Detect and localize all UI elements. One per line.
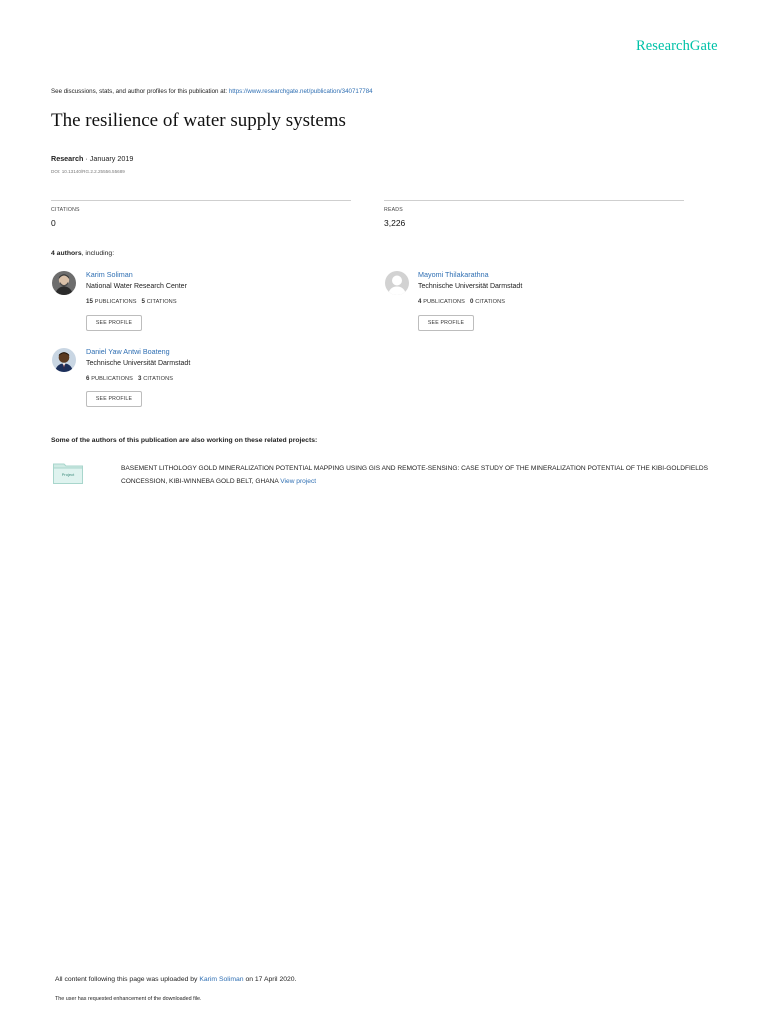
authors-count: 4 authors <box>51 250 82 257</box>
upload-prefix: All content following this page was uploaded by <box>55 976 198 983</box>
publication-title: The resilience of water supply systems <box>51 110 346 131</box>
person-photo-icon <box>52 271 76 295</box>
author-name-link[interactable]: Daniel Yaw Antwi Boateng <box>86 347 170 356</box>
enhancement-note: The user has requested enhancement of the downloaded file. <box>55 996 202 1002</box>
author-avatar-mayomi[interactable] <box>385 271 409 295</box>
author-publications-label: PUBLICATIONS <box>423 299 466 305</box>
author-publications-label: PUBLICATIONS <box>94 299 137 305</box>
author-citations-count: 3 <box>138 375 142 382</box>
author-publications-count: 6 <box>86 375 90 382</box>
publication-meta <box>51 154 133 163</box>
upload-suffix: on 17 April 2020. <box>245 976 297 983</box>
author-publications-label: PUBLICATIONS <box>91 376 134 382</box>
meta-separator: · <box>85 154 88 163</box>
reads-value: 3,226 <box>384 218 406 228</box>
upload-note <box>55 976 296 983</box>
author-citations-label: CITATIONS <box>143 376 174 382</box>
author-avatar-karim[interactable] <box>52 271 76 295</box>
author-citations-count: 0 <box>470 298 474 305</box>
author-stats <box>86 298 177 305</box>
citations-label: CITATIONS <box>51 207 80 213</box>
author-publications-count: 4 <box>418 298 422 305</box>
citations-divider <box>51 200 351 201</box>
authors-heading <box>51 250 114 257</box>
discussion-prefix: See discussions, stats, and author profiles for this publication at: <box>51 88 228 95</box>
author-institution: Technische Universität Darmstadt <box>86 360 191 367</box>
author-avatar-daniel[interactable] <box>52 348 76 372</box>
publication-url-link[interactable]: https://www.researchgate.net/publication/340717784 <box>228 88 373 95</box>
see-profile-button[interactable]: SEE PROFILE <box>86 315 142 331</box>
see-profile-button[interactable]: SEE PROFILE <box>86 391 142 407</box>
publication-date: January 2019 <box>89 154 134 163</box>
publication-doi: DOI: 10.13140/RG.2.2.25556.55689 <box>51 169 125 174</box>
author-institution: Technische Universität Darmstadt <box>418 283 523 290</box>
author-name-link[interactable]: Mayomi Thilakarathna <box>418 270 489 279</box>
citations-value: 0 <box>51 218 56 228</box>
folder-label: Project <box>61 472 75 477</box>
author-institution: National Water Research Center <box>86 283 187 290</box>
author-citations-count: 5 <box>141 298 146 305</box>
project-title: BASEMENT LITHOLOGY GOLD MINERALIZATION POTENTIAL MAPPING USING GIS AND REMOTE-SENSING: CASE STUDY OF THE MINERALIZATION POTENTIAL OF THE KIBI-GOLDFIELDS CONCESSION, KIBI-WINNEBA GOLD BELT, GHANA <box>121 465 709 485</box>
related-project <box>121 463 711 488</box>
publication-type: Research <box>51 154 84 163</box>
view-project-link[interactable]: View project <box>280 477 317 485</box>
related-projects-heading: Some of the authors of this publication are also working on these related projects: <box>51 437 318 444</box>
researchgate-logo[interactable]: ResearchGate <box>636 38 718 54</box>
person-photo-icon <box>52 348 76 372</box>
uploader-link[interactable]: Karim Soliman <box>199 976 244 983</box>
reads-label: READS <box>384 207 403 213</box>
project-folder-icon[interactable] <box>53 462 83 484</box>
author-stats <box>418 298 505 305</box>
see-profile-button[interactable]: SEE PROFILE <box>418 315 474 331</box>
author-citations-label: CITATIONS <box>146 299 177 305</box>
reads-divider <box>384 200 684 201</box>
author-publications-count: 15 <box>86 298 94 305</box>
discussion-line <box>51 88 373 95</box>
author-stats <box>86 375 173 382</box>
author-citations-label: CITATIONS <box>475 299 506 305</box>
authors-suffix: , including: <box>81 250 115 257</box>
author-name-link[interactable]: Karim Soliman <box>86 270 133 279</box>
default-avatar-icon <box>385 271 409 295</box>
